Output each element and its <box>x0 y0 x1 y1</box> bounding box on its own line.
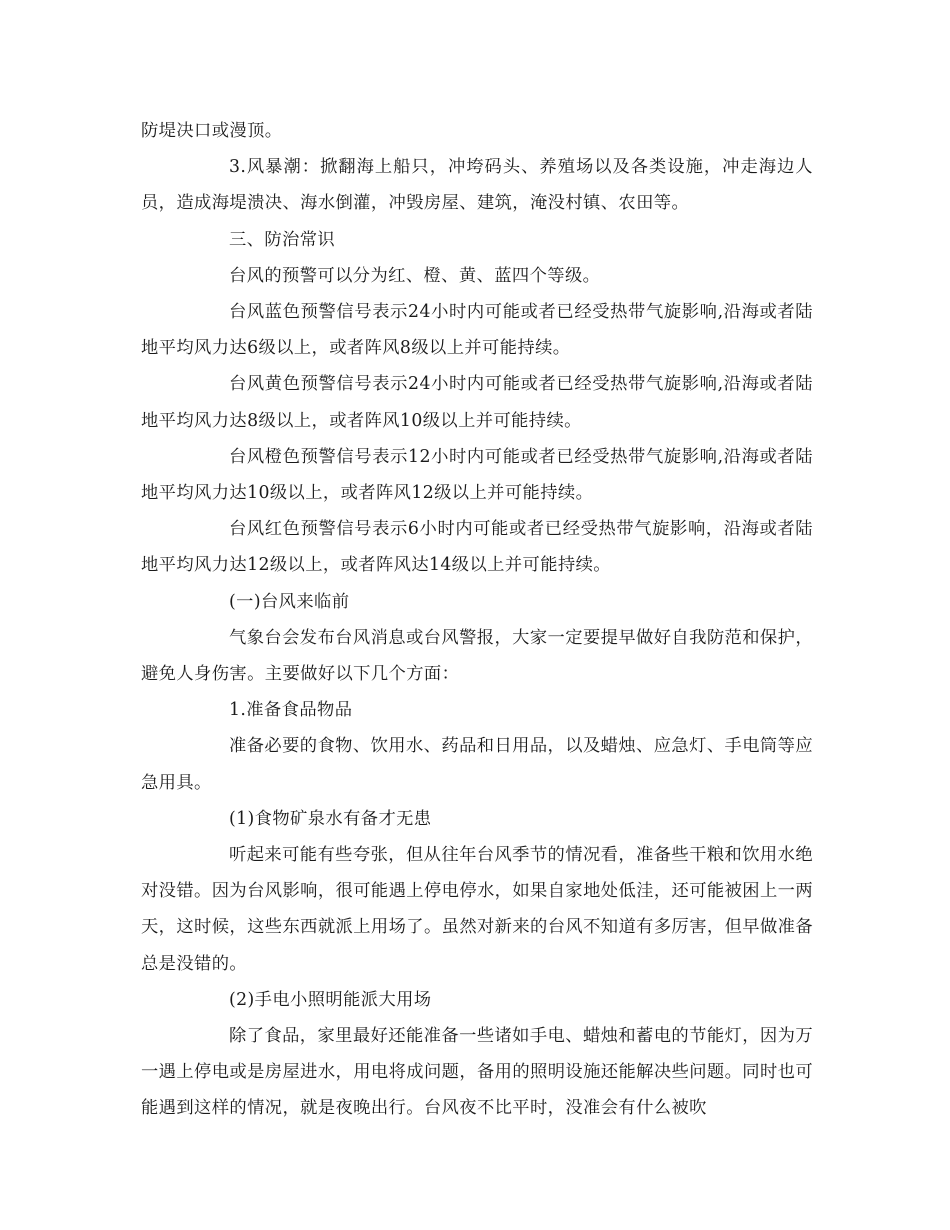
paragraph-lighting: 除了食品，家里最好还能准备一些诸如手电、蜡烛和蓄电的节能灯，因为万一遇上停电或是房屋进水，用电将成问题，备用的照明设施还能解决些问题。同时也可能遇到这样的情况，就是夜晚出行。台风夜不比平时，没准会有什么被吹 <box>141 1026 813 1119</box>
subheading-prepare-supplies: 1.准备食品物品 <box>229 700 353 721</box>
paragraph-yellow-warning: 台风黄色预警信号表示24小时内可能或者已经受热带气旋影响,沿海或者陆地平均风力达8级以上，或者阵风10级以上并可能持续。 <box>141 374 813 431</box>
paragraph-continuation: 防堤决口或漫顶。 <box>141 121 283 141</box>
section-heading-prevention: 三、防治常识 <box>229 229 336 250</box>
paragraph-storm-surge: 3.风暴潮：掀翻海上船只，冲垮码头、养殖场以及各类设施，冲走海边人员，造成海堤溃决、海水倒灌，冲毁房屋、建筑，淹没村镇、农田等。 <box>141 157 813 214</box>
paragraph-red-warning: 台风红色预警信号表示6小时内可能或者已经受热带气旋影响，沿海或者陆地平均风力达12级以上，或者阵风达14级以上并可能持续。 <box>141 519 813 576</box>
paragraph-supplies-list: 准备必要的食物、饮用水、药品和日用品，以及蜡烛、应急灯、手电筒等应急用具。 <box>141 736 813 793</box>
subheading-before-typhoon: (一)台风来临前 <box>229 591 350 612</box>
paragraph-orange-warning: 台风橙色预警信号表示12小时内可能或者已经受热带气旋影响,沿海或者陆地平均风力达10级以上，或者阵风12级以上并可能持续。 <box>141 446 813 504</box>
paragraph-weather-bulletin: 气象台会发布台风消息或台风警报，大家一定要提早做好自我防范和保护，避免人身伤害。主要做好以下几个方面： <box>141 627 813 685</box>
subheading-flashlight: (2)手电小照明能派大用场 <box>229 989 432 1010</box>
subheading-food-water: (1)食物矿泉水有备才无患 <box>229 808 432 829</box>
document-body <box>141 113 813 1127</box>
paragraph-warning-levels: 台风的预警可以分为红、橙、黄、蓝四个等级。 <box>229 265 601 286</box>
paragraph-food-water: 听起来可能有些夸张，但从往年台风季节的情况看，准备些干粮和饮用水绝对没错。因为台风影响，很可能遇上停电停水，如果自家地处低洼，还可能被困上一两天，这时候，这些东西就派上用场了。虽然对新来的台风不知道有多厉害，但早做准备总是没错的。 <box>141 845 813 974</box>
paragraph-blue-warning: 台风蓝色预警信号表示24小时内可能或者已经受热带气旋影响,沿海或者陆地平均风力达6级以上，或者阵风8级以上并可能持续。 <box>141 302 813 359</box>
